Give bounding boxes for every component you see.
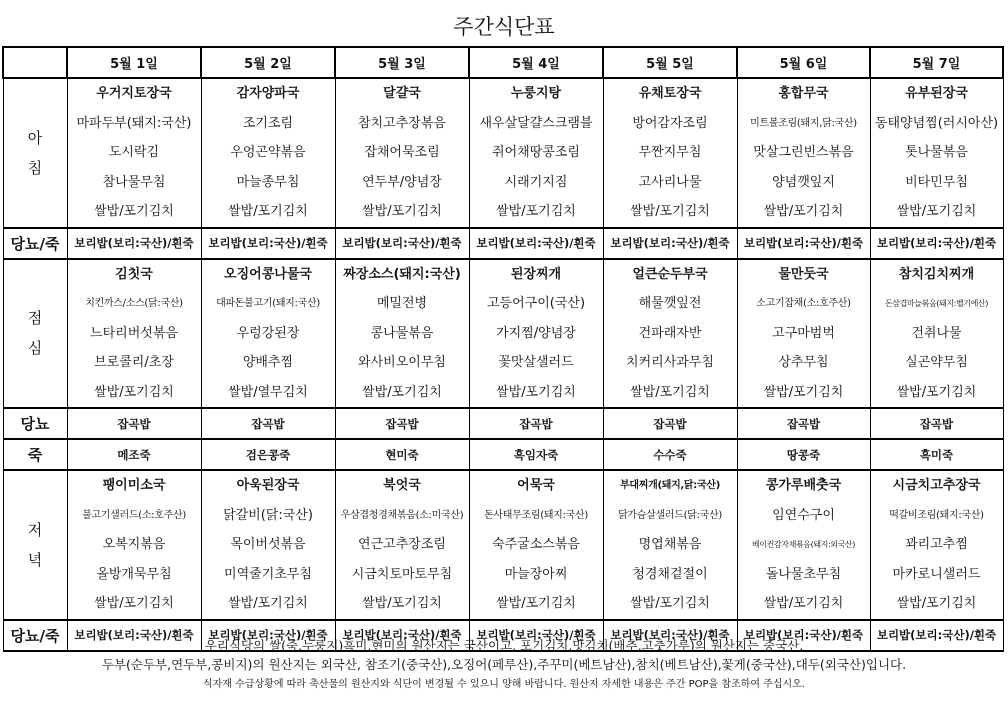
menu-item: 돌나물초무침 [765, 566, 842, 582]
day-header: 5월 4일 [469, 47, 603, 78]
menu-item: 꽃맛살샐러드 [498, 355, 574, 370]
menu-item: 방어감자조림 [632, 115, 708, 131]
dinner-day-cell [603, 470, 737, 620]
menu-item: 참나물무침 [102, 174, 166, 190]
lunch-day-cell [603, 259, 737, 409]
menu-item: 쌀밥/포기김치 [496, 204, 576, 219]
menu-item: 가지찜/양념장 [496, 325, 576, 341]
menu-item: 무짠지무침 [638, 145, 702, 160]
dinner-extra-item: 보리밥(보리:국산)/흰죽 [603, 620, 737, 651]
menu-item: 올방개묵무침 [96, 566, 172, 582]
breakfast-day-cell [335, 78, 469, 228]
menu-item: 쌀밥/포기김치 [94, 596, 174, 611]
page-title: 주간식단표 [453, 15, 555, 39]
menu-item: 쌀밥/포기김치 [94, 204, 174, 219]
dinner-day-cell [469, 470, 603, 620]
breakfast-day-cell [67, 78, 201, 228]
menu-item: 유채토장국 [638, 86, 702, 101]
menu-item: 쌀밥/포기김치 [630, 204, 710, 219]
lunch-day-cell [335, 259, 469, 409]
lunch-diabetic-item: 잡곡밥 [335, 408, 469, 439]
breakfast-extra-label: 당뇨/죽 [3, 228, 67, 259]
day-header: 5월 6일 [737, 47, 870, 78]
lunch-porridge-item: 메조죽 [67, 439, 201, 470]
lunch-diabetic-item: 잡곡밥 [870, 408, 1003, 439]
menu-item: 부대찌개(돼지,닭:국산) [620, 480, 720, 491]
breakfast-day-cell [603, 78, 737, 228]
menu-item: 양배추찜 [242, 355, 294, 370]
breakfast-extra-item: 보리밥(보리:국산)/흰죽 [870, 228, 1003, 259]
menu-item: 달걀국 [383, 86, 421, 101]
dinner-extra-item: 보리밥(보리:국산)/흰죽 [737, 620, 870, 651]
menu-item: 불고기샐러드(소:호주산) [82, 509, 186, 521]
menu-item: 쌀밥/포기김치 [630, 384, 710, 400]
menu-item: 건파래자반 [638, 325, 702, 341]
menu-item: 우삼겹청경채볶음(소:미국산) [340, 509, 464, 521]
menu-item: 대파돈불고기(돼지:국산) [216, 298, 320, 309]
menu-item: 우거지토장국 [96, 86, 172, 101]
menu-item: 콩가루배춧국 [765, 478, 842, 493]
menu-item: 도시락김 [108, 145, 160, 160]
menu-item: 와사비오이무침 [358, 355, 446, 370]
dinner-day-cell [201, 470, 335, 620]
menu-item: 참치김치찌개 [898, 266, 975, 282]
day-header-row [3, 47, 1003, 78]
menu-item: 돈삼겹마늘볶음(돼지:벨기에산) [884, 299, 988, 308]
menu-item: 잡채어묵조림 [364, 145, 440, 160]
lunch-label-char: 점 [27, 309, 43, 328]
menu-item: 유부된장국 [905, 86, 968, 101]
breakfast-extra-item: 보리밥(보리:국산)/흰죽 [67, 228, 201, 259]
breakfast-extra-item: 보리밥(보리:국산)/흰죽 [737, 228, 870, 259]
lunch-diabetic-item: 잡곡밥 [603, 408, 737, 439]
menu-item: 쌀밥/포기김치 [763, 384, 844, 400]
dinner-extra-item: 보리밥(보리:국산)/흰죽 [335, 620, 469, 651]
footer-origin-note-1: 우리식당의 쌀(죽,누룽지)흑미,현미의 원산지는 국산이고, 포기김치,맛김치(배추,고춧가루)의 원산지는 중국산, [204, 638, 804, 653]
menu-item: 닭가슴살샐러드(닭:국산) [618, 509, 722, 521]
menu-item: 물만둣국 [778, 266, 829, 282]
dinner-extra-item: 보리밥(보리:국산)/흰죽 [201, 620, 335, 651]
menu-item: 얼큰순두부국 [632, 266, 708, 282]
menu-item: 마늘종무침 [236, 174, 300, 190]
breakfast-extra-item: 보리밥(보리:국산)/흰죽 [603, 228, 737, 259]
menu-item: 떡갈비조림(돼지:국산) [889, 509, 984, 521]
day-header: 5월 1일 [67, 47, 201, 78]
footer-origin-note-2: 두부(순두부,연두부,콩비지)의 원산지는 외국산, 참조기(중국산),오징어(페루산),주꾸미(베트남산),참치(베트남산),꽃게(중국산),대두(외국산)입니다. [101, 657, 907, 672]
menu-item: 비타민무침 [905, 174, 968, 190]
menu-item: 쌀밥/포기김치 [362, 384, 442, 400]
menu-item: 감자양파국 [236, 86, 300, 101]
menu-item: 소고기잡채(소:호주산) [756, 298, 851, 309]
weekly-menu-table [2, 46, 1004, 652]
menu-item: 마늘장아찌 [504, 566, 568, 582]
menu-item: 상추무침 [778, 355, 829, 370]
menu-item: 짜장소스(돼지:국산) [343, 266, 461, 282]
footer-notice: 식자재 수급상황에 따라 축산물의 원산지와 식단이 변경될 수 있으니 양해 바랍니다. 원산지 자세한 내용은 주간 POP을 참조하여 주십시오. [203, 679, 805, 690]
menu-item: 우엉곤약볶음 [230, 145, 306, 160]
breakfast-day-cell [469, 78, 603, 228]
menu-item: 마파두부(돼지:국산) [76, 115, 192, 131]
menu-item: 미트볼조림(돼지,닭:국산) [750, 117, 857, 129]
dinner-label-char: 저 [27, 520, 43, 539]
breakfast-extra-item: 보리밥(보리:국산)/흰죽 [469, 228, 603, 259]
menu-item: 아욱된장국 [236, 478, 300, 493]
lunch-diabetic-item: 잡곡밥 [469, 408, 603, 439]
menu-item: 시금치고추장국 [892, 478, 981, 493]
dinner-extra-item: 보리밥(보리:국산)/흰죽 [469, 620, 603, 651]
dinner-day-cell [737, 470, 870, 620]
menu-item: 쌀밥/포기김치 [763, 204, 844, 219]
menu-item: 참치고추장볶음 [358, 115, 446, 131]
menu-item: 톳나물볶음 [905, 145, 968, 160]
menu-item: 된장찌개 [510, 266, 562, 282]
menu-item: 동태양념찜(러시아산) [874, 115, 999, 131]
menu-item: 시래기지짐 [504, 174, 568, 190]
lunch-row [3, 259, 1003, 409]
breakfast-extra-row [3, 228, 1003, 259]
breakfast-row [3, 78, 1003, 228]
breakfast-day-cell [201, 78, 335, 228]
menu-item: 명엽채볶음 [638, 537, 702, 552]
menu-item: 쌀밥/포기김치 [228, 596, 308, 611]
menu-item: 홍합무국 [778, 86, 829, 101]
menu-item: 쌀밥/포기김치 [228, 204, 308, 219]
menu-item: 쌀밥/포기김치 [94, 384, 174, 400]
menu-item: 꽈리고추찜 [905, 537, 968, 552]
lunch-porridge-item: 현미죽 [335, 439, 469, 470]
menu-item: 쌀밥/열무김치 [228, 384, 308, 400]
menu-item: 느타리버섯볶음 [90, 325, 178, 341]
breakfast-extra-item: 보리밥(보리:국산)/흰죽 [201, 228, 335, 259]
menu-item: 해물깻잎전 [638, 296, 702, 311]
menu-item: 숙주굴소스볶음 [492, 537, 580, 552]
day-header: 5월 7일 [870, 47, 1003, 78]
menu-item: 브로콜리/초장 [94, 355, 174, 370]
day-header: 5월 5일 [603, 47, 737, 78]
header-corner [3, 47, 67, 78]
lunch-porridge-item: 땅콩죽 [737, 439, 870, 470]
menu-item: 돈사태무조림(돼지:국산) [484, 509, 588, 521]
menu-item: 쌀밥/포기김치 [496, 596, 576, 611]
day-header: 5월 3일 [335, 47, 469, 78]
lunch-diabetic-label: 당뇨 [3, 408, 67, 439]
menu-item: 건취나물 [911, 325, 962, 341]
lunch-porridge-item: 흑미죽 [870, 439, 1003, 470]
lunch-porridge-item: 수수죽 [603, 439, 737, 470]
menu-item: 치커리사과무침 [626, 355, 714, 370]
menu-item: 맛살그린빈스볶음 [753, 145, 854, 160]
menu-item: 메밀전병 [376, 296, 428, 311]
lunch-day-cell [737, 259, 870, 409]
menu-item: 목이버섯볶음 [230, 537, 306, 552]
menu-item: 쥐어채땅콩조림 [492, 145, 580, 160]
menu-item: 고등어구이(국산) [486, 296, 586, 311]
menu-item: 어묵국 [517, 478, 555, 493]
menu-item: 오징어콩나물국 [224, 266, 312, 282]
dinner-label [3, 470, 67, 620]
breakfast-extra-item: 보리밥(보리:국산)/흰죽 [335, 228, 469, 259]
breakfast-label [3, 78, 67, 228]
breakfast-label-char: 침 [27, 158, 43, 177]
lunch-diabetic-item: 잡곡밥 [67, 408, 201, 439]
menu-item: 오복지볶음 [102, 537, 166, 552]
menu-item: 임연수구이 [772, 507, 835, 523]
menu-item: 고구마범벅 [772, 325, 835, 341]
lunch-diabetic-row [3, 408, 1003, 439]
dinner-extra-label: 당뇨/죽 [3, 620, 67, 651]
menu-item: 팽이미소국 [102, 478, 166, 493]
menu-item: 쌀밥/포기김치 [630, 596, 710, 611]
menu-item: 북엇국 [383, 478, 421, 493]
menu-item: 연근고추장조림 [358, 537, 446, 552]
menu-item: 시금치토마토무침 [351, 566, 453, 582]
menu-item: 고사리나물 [638, 174, 702, 190]
lunch-diabetic-item: 잡곡밥 [737, 408, 870, 439]
menu-item: 치킨까스/소스(닭:국산) [85, 298, 183, 309]
lunch-diabetic-item: 잡곡밥 [201, 408, 335, 439]
lunch-porridge-row [3, 439, 1003, 470]
dinner-extra-item: 보리밥(보리:국산)/흰죽 [870, 620, 1003, 651]
menu-item: 조기조림 [242, 115, 294, 131]
menu-item: 콩나물볶음 [370, 325, 434, 341]
menu-item: 연두부/양념장 [362, 174, 442, 190]
dinner-day-cell [335, 470, 469, 620]
lunch-day-cell [469, 259, 603, 409]
menu-item: 쌀밥/포기김치 [362, 596, 442, 611]
menu-item: 베이컨감자채볶음(돼지:외국산) [751, 540, 855, 549]
dinner-day-cell [870, 470, 1003, 620]
menu-item: 양념깻잎지 [772, 174, 835, 190]
breakfast-day-cell [870, 78, 1003, 228]
day-header: 5월 2일 [201, 47, 335, 78]
menu-item: 쌀밥/포기김치 [496, 384, 576, 400]
menu-item: 쌀밥/포기김치 [896, 596, 977, 611]
menu-item: 누룽지탕 [510, 86, 562, 101]
menu-item: 마카로니샐러드 [892, 566, 981, 582]
dinner-label-char: 녁 [27, 550, 43, 569]
dinner-day-cell [67, 470, 201, 620]
menu-item: 쌀밥/포기김치 [362, 204, 442, 219]
lunch-day-cell [201, 259, 335, 409]
menu-item: 쌀밥/포기김치 [896, 204, 977, 219]
dinner-row [3, 470, 1003, 620]
lunch-porridge-label: 죽 [3, 439, 67, 470]
lunch-porridge-item: 흑임자죽 [469, 439, 603, 470]
menu-item: 김칫국 [115, 266, 153, 282]
lunch-label-char: 심 [27, 339, 43, 358]
lunch-day-cell [67, 259, 201, 409]
menu-item: 우렁강된장 [236, 325, 300, 341]
lunch-porridge-item: 검은콩죽 [201, 439, 335, 470]
lunch-label [3, 259, 67, 409]
menu-item: 미역줄기초무침 [224, 566, 312, 582]
dinner-extra-item: 보리밥(보리:국산)/흰죽 [67, 620, 201, 651]
menu-item: 새우살달걀스크램블 [479, 115, 593, 131]
menu-item: 청경채겉절이 [632, 566, 708, 582]
lunch-day-cell [870, 259, 1003, 409]
menu-item: 닭갈비(닭:국산) [223, 507, 313, 523]
breakfast-day-cell [737, 78, 870, 228]
breakfast-label-char: 아 [27, 128, 43, 147]
menu-item: 쌀밥/포기김치 [763, 596, 844, 611]
menu-item: 실곤약무침 [905, 355, 968, 370]
menu-item: 쌀밥/포기김치 [896, 384, 977, 400]
